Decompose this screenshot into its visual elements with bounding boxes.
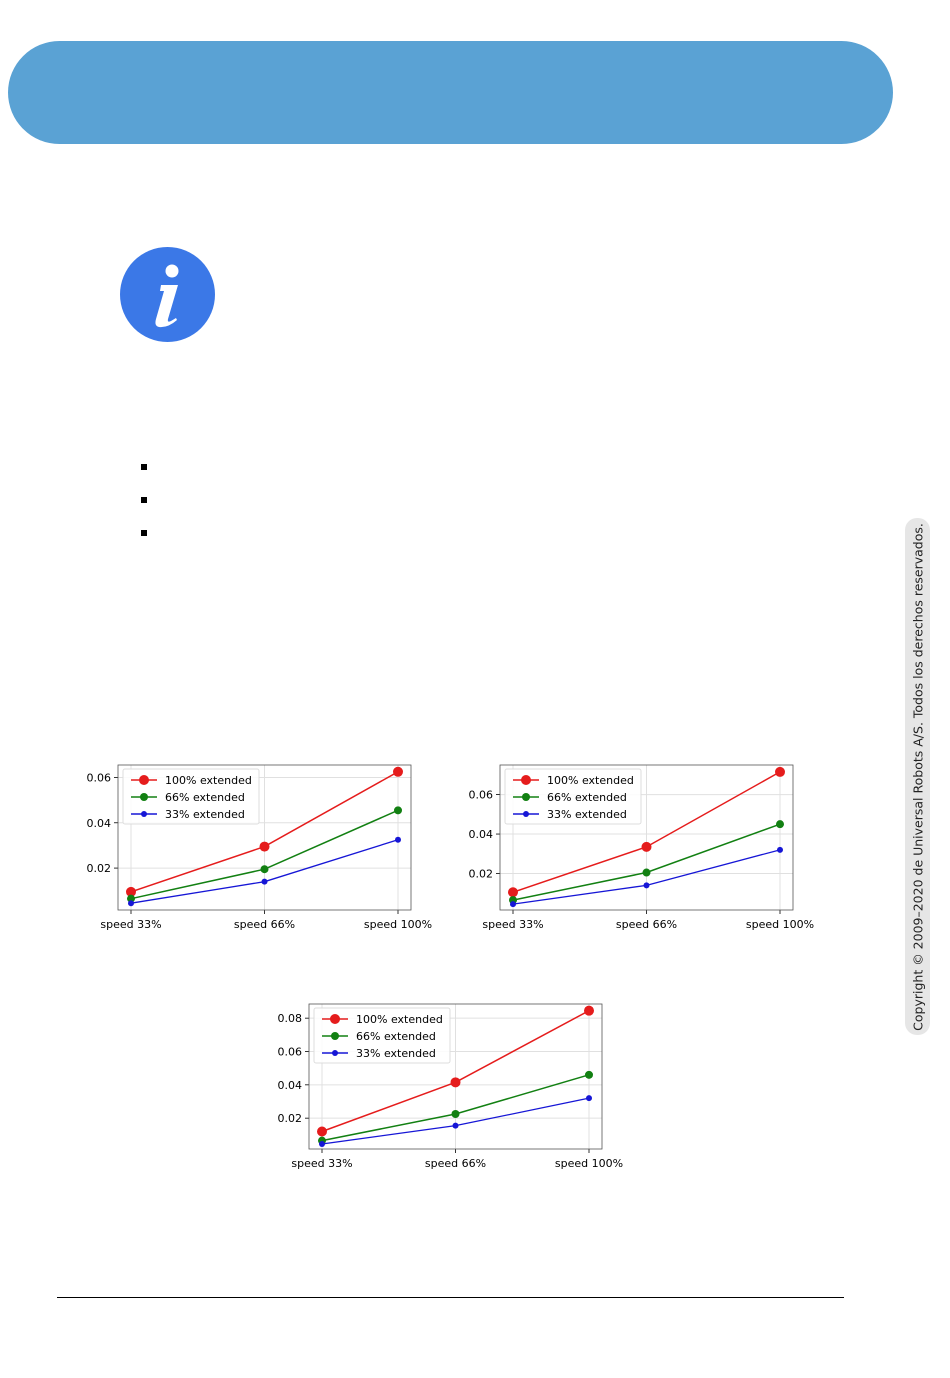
data-point <box>261 865 269 873</box>
legend-label: 33% extended <box>547 808 627 821</box>
legend-label: 33% extended <box>165 808 245 821</box>
legend-marker <box>522 793 530 801</box>
y-tick-label: 0.04 <box>86 816 111 830</box>
chart-3 <box>271 999 631 1174</box>
data-point <box>510 901 516 907</box>
y-tick-label: 0.06 <box>86 771 111 785</box>
legend-marker <box>523 811 529 817</box>
info-icon <box>120 247 215 342</box>
data-point <box>452 1110 460 1118</box>
data-point <box>393 767 403 777</box>
list-bullet <box>141 464 147 470</box>
data-point <box>262 879 268 885</box>
legend-marker <box>331 1032 339 1040</box>
y-tick-label: 0.02 <box>86 862 111 876</box>
data-point <box>319 1141 325 1147</box>
x-tick-label: speed 66% <box>233 918 296 931</box>
x-tick-label: speed 33% <box>291 1157 353 1170</box>
data-point <box>642 842 652 852</box>
legend-label: 100% extended <box>356 1013 443 1026</box>
data-point <box>395 837 401 843</box>
x-tick-label: speed 66% <box>424 1157 487 1170</box>
y-tick-label: 0.06 <box>468 788 493 802</box>
chart-2 <box>462 760 822 935</box>
data-point <box>775 767 785 777</box>
legend-label: 66% extended <box>165 791 245 804</box>
x-tick-label: speed 66% <box>615 918 678 931</box>
legend-label: 100% extended <box>165 774 252 787</box>
data-point <box>586 1095 592 1101</box>
data-point <box>508 887 518 897</box>
x-tick-label: speed 100% <box>745 918 815 931</box>
legend-label: 100% extended <box>547 774 634 787</box>
list-bullet <box>141 530 147 536</box>
x-tick-label: speed 100% <box>363 918 433 931</box>
legend-marker <box>330 1014 340 1024</box>
data-point <box>584 1006 594 1016</box>
y-tick-label: 0.04 <box>277 1078 302 1092</box>
data-point <box>260 842 270 852</box>
y-tick-label: 0.02 <box>468 867 493 881</box>
legend-marker <box>332 1050 338 1056</box>
legend-marker <box>521 775 531 785</box>
legend-marker <box>141 811 147 817</box>
x-tick-label: speed 33% <box>100 918 162 931</box>
copyright-tab <box>905 518 930 1035</box>
data-point <box>644 882 650 888</box>
y-tick-label: 0.04 <box>468 828 493 842</box>
data-point <box>453 1123 459 1129</box>
data-point <box>776 820 784 828</box>
x-tick-label: speed 33% <box>482 918 544 931</box>
legend-label: 33% extended <box>356 1047 436 1060</box>
data-point <box>643 869 651 877</box>
legend-label: 66% extended <box>547 791 627 804</box>
y-tick-label: 0.02 <box>277 1112 302 1126</box>
list-bullet <box>141 497 147 503</box>
chart-1 <box>80 760 440 935</box>
y-tick-label: 0.06 <box>277 1045 302 1059</box>
legend-label: 66% extended <box>356 1030 436 1043</box>
legend-marker <box>139 775 149 785</box>
data-point <box>451 1077 461 1087</box>
data-point <box>394 806 402 814</box>
header-banner <box>8 41 893 144</box>
footer-divider <box>57 1297 844 1298</box>
data-point <box>777 847 783 853</box>
x-tick-label: speed 100% <box>554 1157 624 1170</box>
data-point <box>317 1127 327 1137</box>
y-tick-label: 0.08 <box>277 1012 302 1026</box>
legend-marker <box>140 793 148 801</box>
data-point <box>128 900 134 906</box>
copyright-text: Copyright © 2009–2020 de Universal Robots A/S. Todos los derechos reservados. <box>910 522 925 1031</box>
data-point <box>585 1071 593 1079</box>
